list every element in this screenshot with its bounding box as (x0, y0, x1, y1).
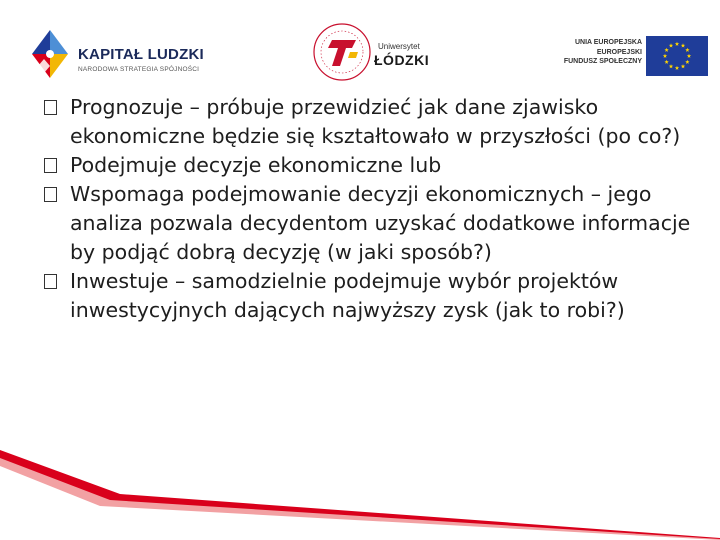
unia-europejska-logo (548, 36, 712, 80)
bullet-list (44, 93, 694, 325)
eu-flag-icon (646, 36, 708, 76)
list-item-text: Prognozuje – próbuje przewidzieć jak dane zjawisko ekonomiczne będzie się kształtowało w przyszłości (po co?) (70, 95, 681, 148)
eu-text-line2: EUROPEJSKI (596, 48, 642, 56)
kapital-ludzki-logo (30, 26, 220, 86)
list-item-text: Wspomaga podejmowanie decyzji ekonomicznych – jego analiza pozwala decydentom uzyskać dodatkowe informacje by podjąć dobrą decyzję (w jaki sposób?) (70, 182, 691, 264)
eu-fund-text (548, 38, 642, 67)
list-item (44, 151, 694, 180)
university-name-line2: ŁÓDZKI (374, 52, 430, 68)
list-item-text: Podejmuje decyzje ekonomiczne lub (70, 153, 442, 177)
checkbox-bullet-icon (44, 274, 57, 289)
university-name-line1: Uniwersytet (378, 42, 420, 51)
list-item (44, 267, 694, 325)
kapital-ludzki-title: KAPITAŁ LUDZKI (78, 46, 204, 63)
eu-text-line1: UNIA EUROPEJSKA (574, 39, 642, 46)
list-item-text: Inwestuje – samodzielnie podejmuje wybór projektów inwestycyjnych dających najwyższy zysk (jak to robi?) (70, 269, 625, 322)
checkbox-bullet-icon (44, 100, 57, 115)
kapital-ludzki-emblem-icon (30, 26, 70, 82)
checkbox-bullet-icon (44, 158, 57, 173)
uniwersytet-lodzki-logo (312, 22, 442, 86)
checkbox-bullet-icon (44, 187, 57, 202)
university-seal-icon (312, 22, 372, 82)
decorative-swoosh (0, 440, 720, 540)
kapital-ludzki-subtitle: NARODOWA STRATEGIA SPÓJNOŚCI (78, 66, 200, 73)
eu-text-line3: FUNDUSZ SPOŁECZNY (563, 58, 642, 66)
list-item (44, 93, 694, 151)
list-item (44, 180, 694, 267)
